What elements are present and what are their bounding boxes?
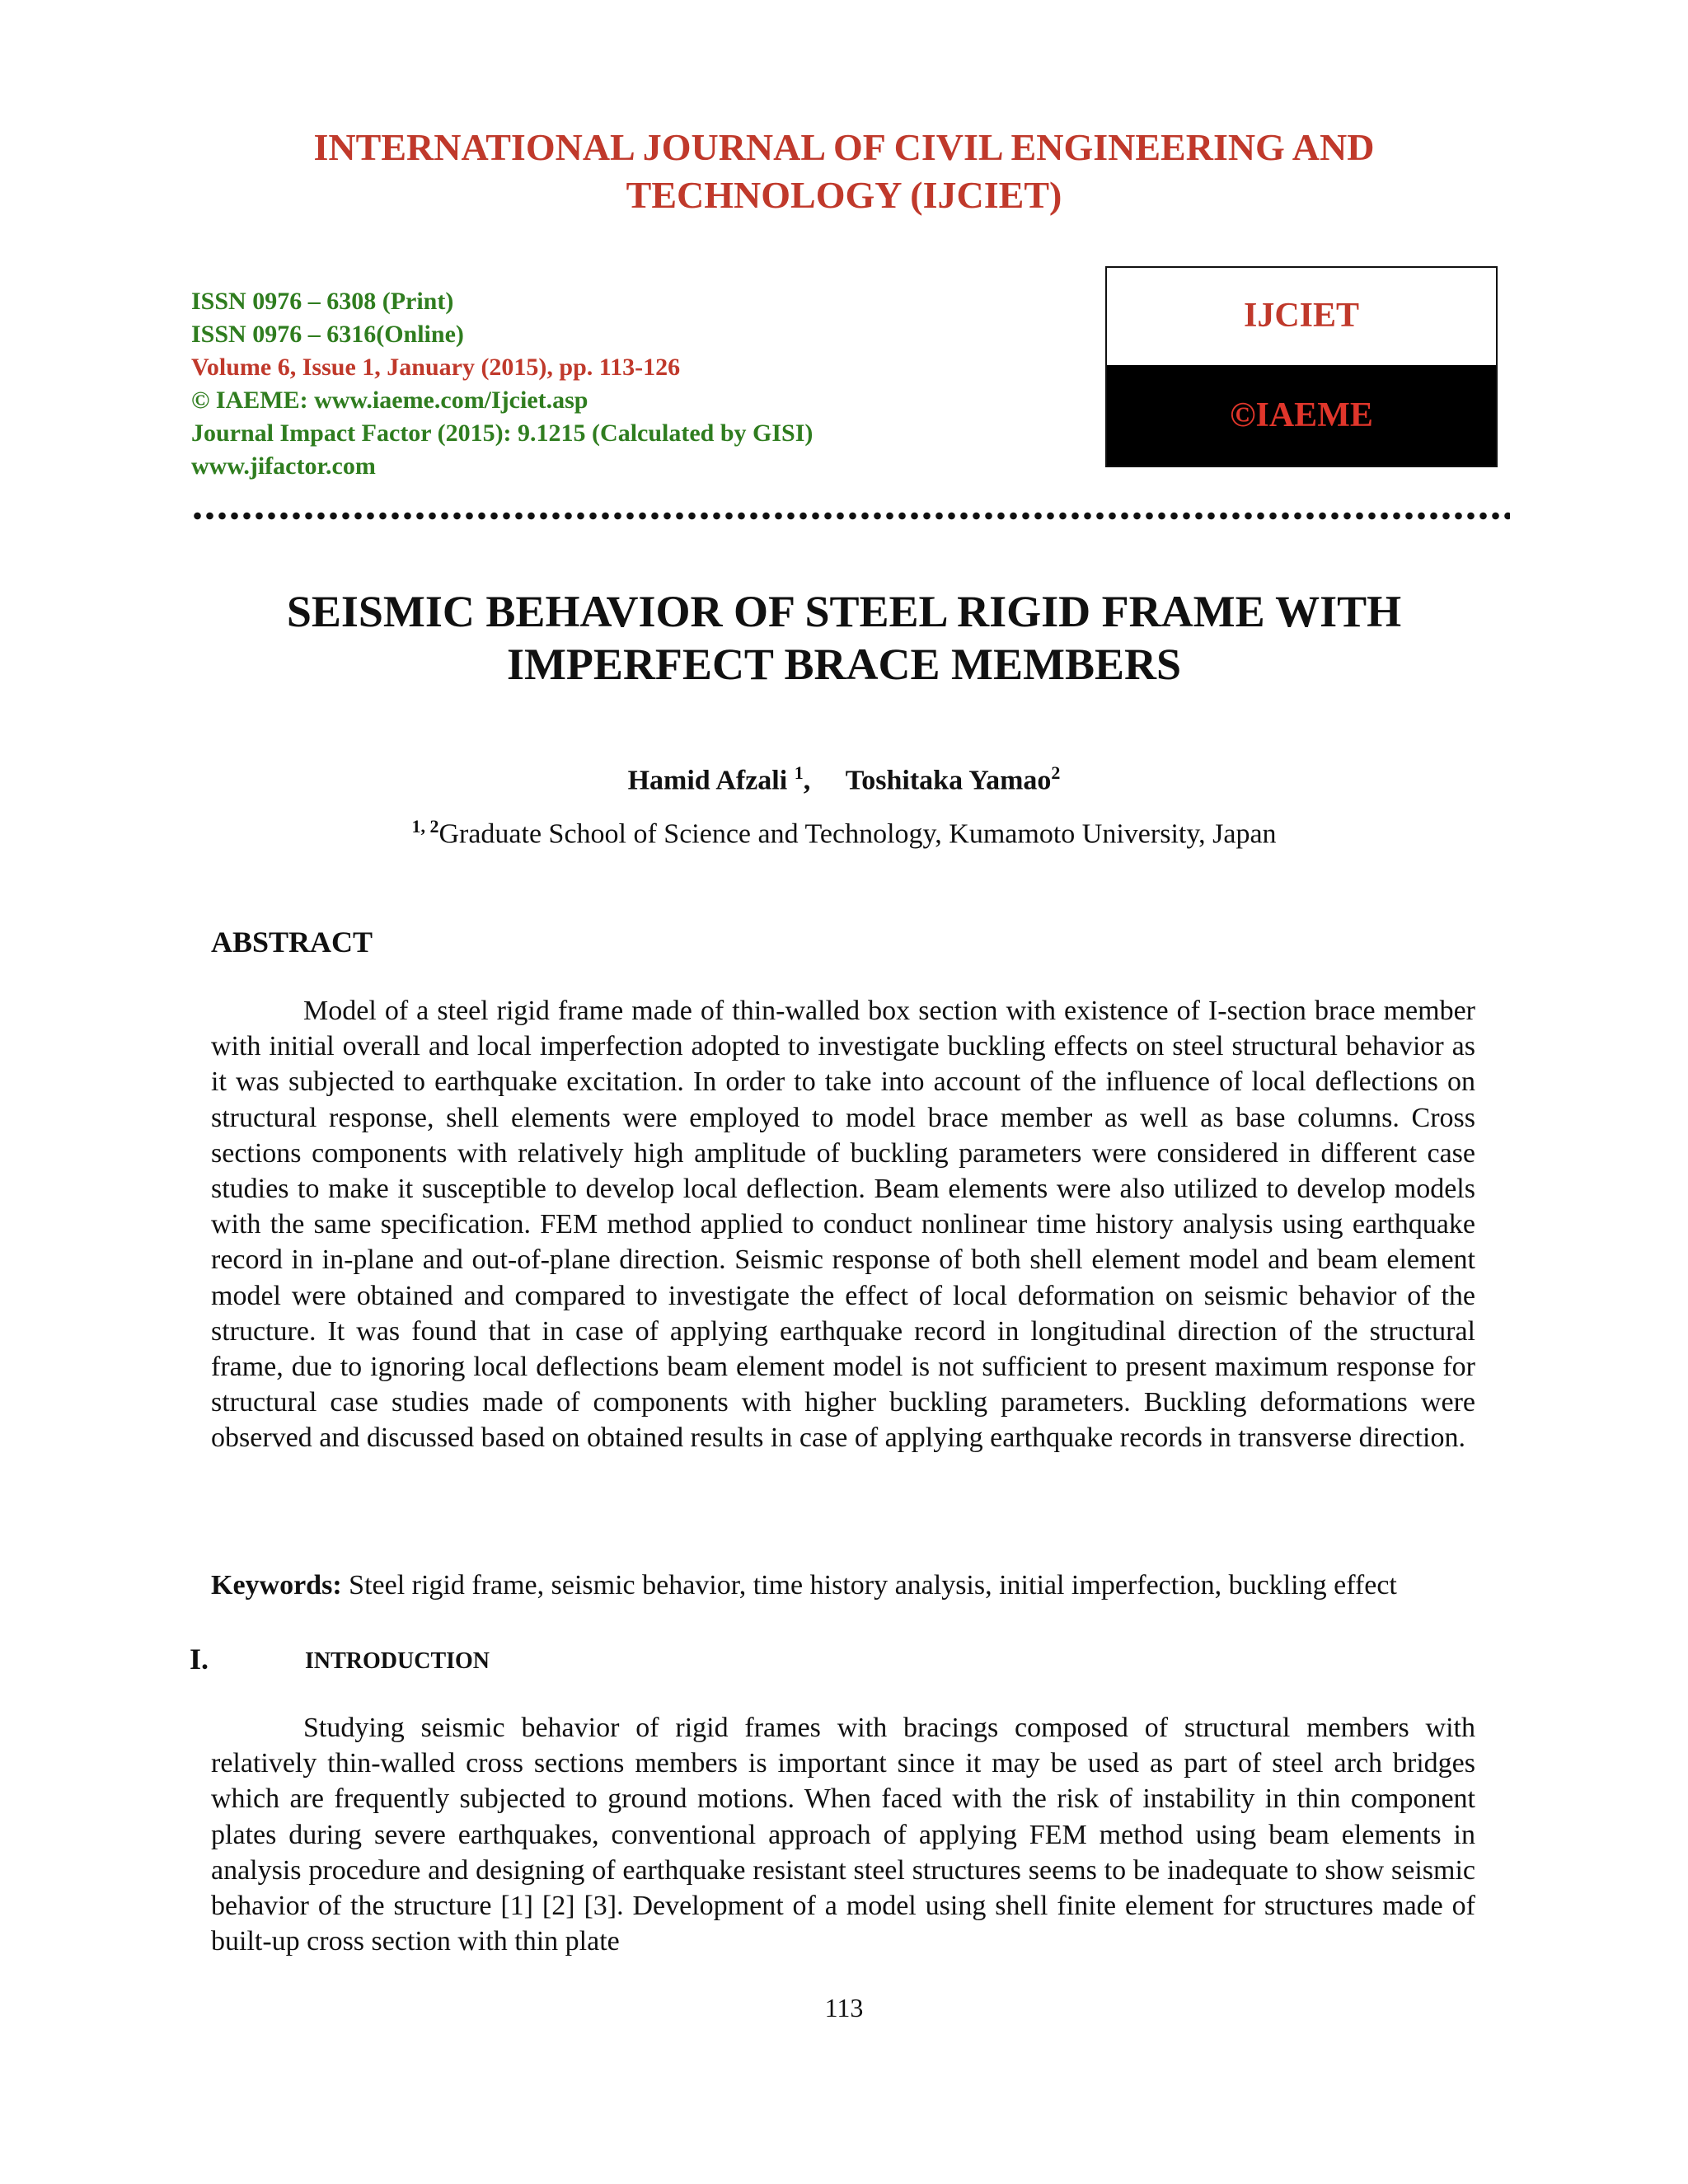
journal-website: © IAEME: www.iaeme.com/Ijciet.asp [191, 387, 588, 414]
impact-factor: Journal Impact Factor (2015): 9.1215 (Calculated by GISI) [191, 419, 814, 447]
journal-meta [191, 285, 813, 483]
section-number: I. [190, 1643, 209, 1675]
paper-title-line1: SEISMIC BEHAVIOR OF STEEL RIGID FRAME WITH [286, 587, 1402, 636]
journal-brand-box [1105, 266, 1498, 467]
section-heading: INTRODUCTION [305, 1648, 490, 1674]
author-name: Toshitaka Yamao [845, 765, 1052, 796]
affiliation-mark: 1, 2 [411, 816, 439, 837]
issn-print: ISSN 0976 – 6308 (Print) [191, 288, 454, 315]
author-separator: , [803, 765, 811, 796]
abstract-body: Model of a steel rigid frame made of thin-walled box section with existence of I-section brace member with initial overall and local imperfection adopted to investigate buckling effects on steel structural behavior as it was subjected to earthquake excitation. In order to take into account of the influence of local deflections on structural response, shell elements were employed to model brace member as well as base columns. Cross sections components with relatively high amplitude of buckling parameters were considered in different case studies to make it susceptible to develop local deflection. Beam elements were also utilized to develop models with the same specification. FEM method applied to conduct nonlinear time history analysis using earthquake record in in-plane and out-of-plane direction. Seismic response of both shell element model and beam element model were obtained and compared to investigate the effect of local deformation on seismic behavior of the structure. It was found that in case of applying earthquake record in longitudinal direction of the structural frame, due to ignoring local deflections beam element model is not sufficient to present maximum response for structural case studies made of components with higher buckling parameters. Buckling deformations were observed and discussed based on obtained results in case of applying earthquake records in transverse direction. [211, 996, 1475, 1454]
keywords-text: Steel rigid frame, seismic behavior, time history analysis, initial imperfection, buckling effect [349, 1570, 1397, 1601]
brand-ijciet: IJCIET [1243, 296, 1360, 335]
keywords-label: Keywords: [211, 1570, 342, 1601]
volume-info: Volume 6, Issue 1, January (2015), pp. 113-126 [191, 354, 681, 381]
introduction-body: Studying seismic behavior of rigid frames with bracings composed of structural members with relatively thin-walled cross sections members is important since it may be used as part of steel arch bridges which are frequently subjected to ground motions. When faced with the risk of instability in thin component plates during severe earthquakes, conventional approach of applying FEM method using beam elements in analysis procedure and designing of earthquake resistant steel structures seems to be inadequate to show seismic behavior of the structure [1] [2] [3]. Development of a model using shell finite element for structures made of built-up cross section with thin plate [211, 1713, 1475, 1957]
dotted-divider [191, 509, 1510, 523]
journal-title-line2: TECHNOLOGY (IJCIET) [626, 174, 1062, 216]
keywords [211, 1568, 1475, 1603]
brand-iaeme: ©IAEME [1107, 365, 1496, 466]
author-name: Hamid Afzali [627, 765, 788, 796]
issn-online: ISSN 0976 – 6316(Online) [191, 321, 464, 348]
journal-title [0, 124, 1688, 219]
paper-title [0, 585, 1688, 691]
abstract-heading: ABSTRACT [211, 926, 373, 958]
author-affil-mark: 1 [794, 762, 804, 783]
jifactor-link: www.jifactor.com [191, 452, 376, 480]
author-list [0, 762, 1688, 796]
affiliation-text: Graduate School of Science and Technology, Kumamoto University, Japan [438, 818, 1277, 850]
paper-title-line2: IMPERFECT BRACE MEMBERS [506, 640, 1182, 689]
author-affil-mark: 2 [1051, 762, 1061, 783]
journal-title-line1: INTERNATIONAL JOURNAL OF CIVIL ENGINEERING AND [313, 126, 1375, 168]
affiliation [0, 816, 1688, 850]
page-number: 113 [824, 1993, 864, 2022]
